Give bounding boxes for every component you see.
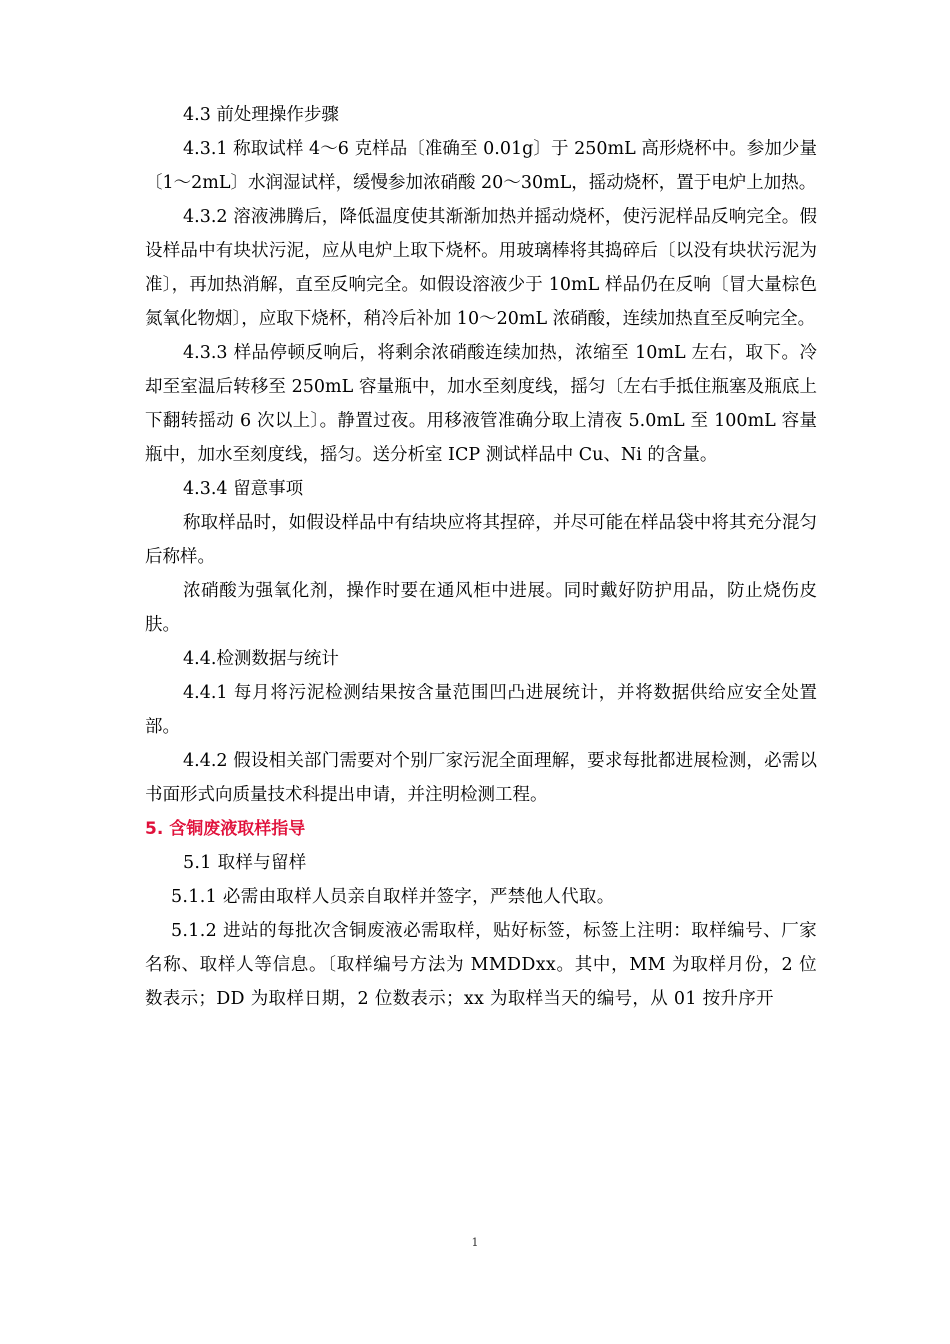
subsection-heading-4-4: 4.4.检测数据与统计 [183, 649, 339, 669]
section-heading-5: 5. 含铜废液取样指导 [145, 819, 306, 839]
paragraph-4-3-3: 4.3.3 样品停顿反响后，将剩余浓硝酸连续加热，浓缩至 10mL 左右，取下。冷却至室温后转移至 250mL 容量瓶中，加水至刻度线，摇匀〔左右手抵住瓶塞及瓶底上下翻转摇动 6 次以上〕。静置过夜。用移液管准确分取上清夜 5.0mL 至 100mL 容量瓶中，加水至刻度线，摇匀。送分析室 ICP 测试样品中 Cu、Ni 的含量。 [145, 343, 817, 465]
subsection-heading-4-3: 4.3 前处理操作步骤 [183, 105, 339, 125]
paragraph-4-3-1: 4.3.1 称取试样 4～6 克样品〔准确至 0.01g〕于 250mL 高形烧杯中。参加少量〔1～2mL〕水润湿试样，缓慢参加浓硝酸 20～30mL，摇动烧杯，置于电炉上加热。 [145, 139, 817, 193]
paragraph-note-nitric-acid: 浓硝酸为强氧化剂，操作时要在通风柜中进展。同时戴好防护用品，防止烧伤皮肤。 [145, 581, 817, 635]
paragraph-4-3-2: 4.3.2 溶液沸腾后，降低温度使其渐渐加热并摇动烧杯，使污泥样品反响完全。假设样品中有块状污泥，应从电炉上取下烧杯。用玻璃棒将其捣碎后〔以没有块状污泥为准〕，再加热消解，直至反响完全。如假设溶液少于 10mL 样品仍在反响〔冒大量棕色氮氧化物烟〕，应取下烧杯，稍冷后补加 10～20mL 浓硝酸，连续加热直至反响完全。 [145, 207, 817, 329]
paragraph-5-1-2: 5.1.2 进站的每批次含铜废液必需取样，贴好标签，标签上注明：取样编号、厂家名称、取样人等信息。〔取样编号方法为 MMDDxx。其中，MM 为取样月份，2 位数表示；DD 为取样日期，2 位数表示；xx 为取样当天的编号，从 01 按升序开 [145, 921, 817, 1009]
paragraph-4-4-2: 4.4.2 假设相关部门需要对个别厂家污泥全面理解，要求每批都进展检测，必需以书面形式向质量技术科提出申请，并注明检测工程。 [145, 751, 817, 805]
paragraph-note-weighing: 称取样品时，如假设样品中有结块应将其捏碎，并尽可能在样品袋中将其充分混匀后称样。 [145, 513, 817, 567]
subsection-heading-4-3-4: 4.3.4 留意事项 [183, 479, 304, 499]
paragraph-5-1-1: 5.1.1 必需由取样人员亲自取样并签字，严禁他人代取。 [171, 887, 615, 907]
page-number: 1 [471, 1236, 479, 1249]
subsection-heading-5-1: 5.1 取样与留样 [183, 853, 307, 873]
paragraph-4-4-1: 4.4.1 每月将污泥检测结果按含量范围凹凸进展统计，并将数据供给应安全处置部。 [145, 683, 817, 737]
document-page [145, 98, 817, 1016]
